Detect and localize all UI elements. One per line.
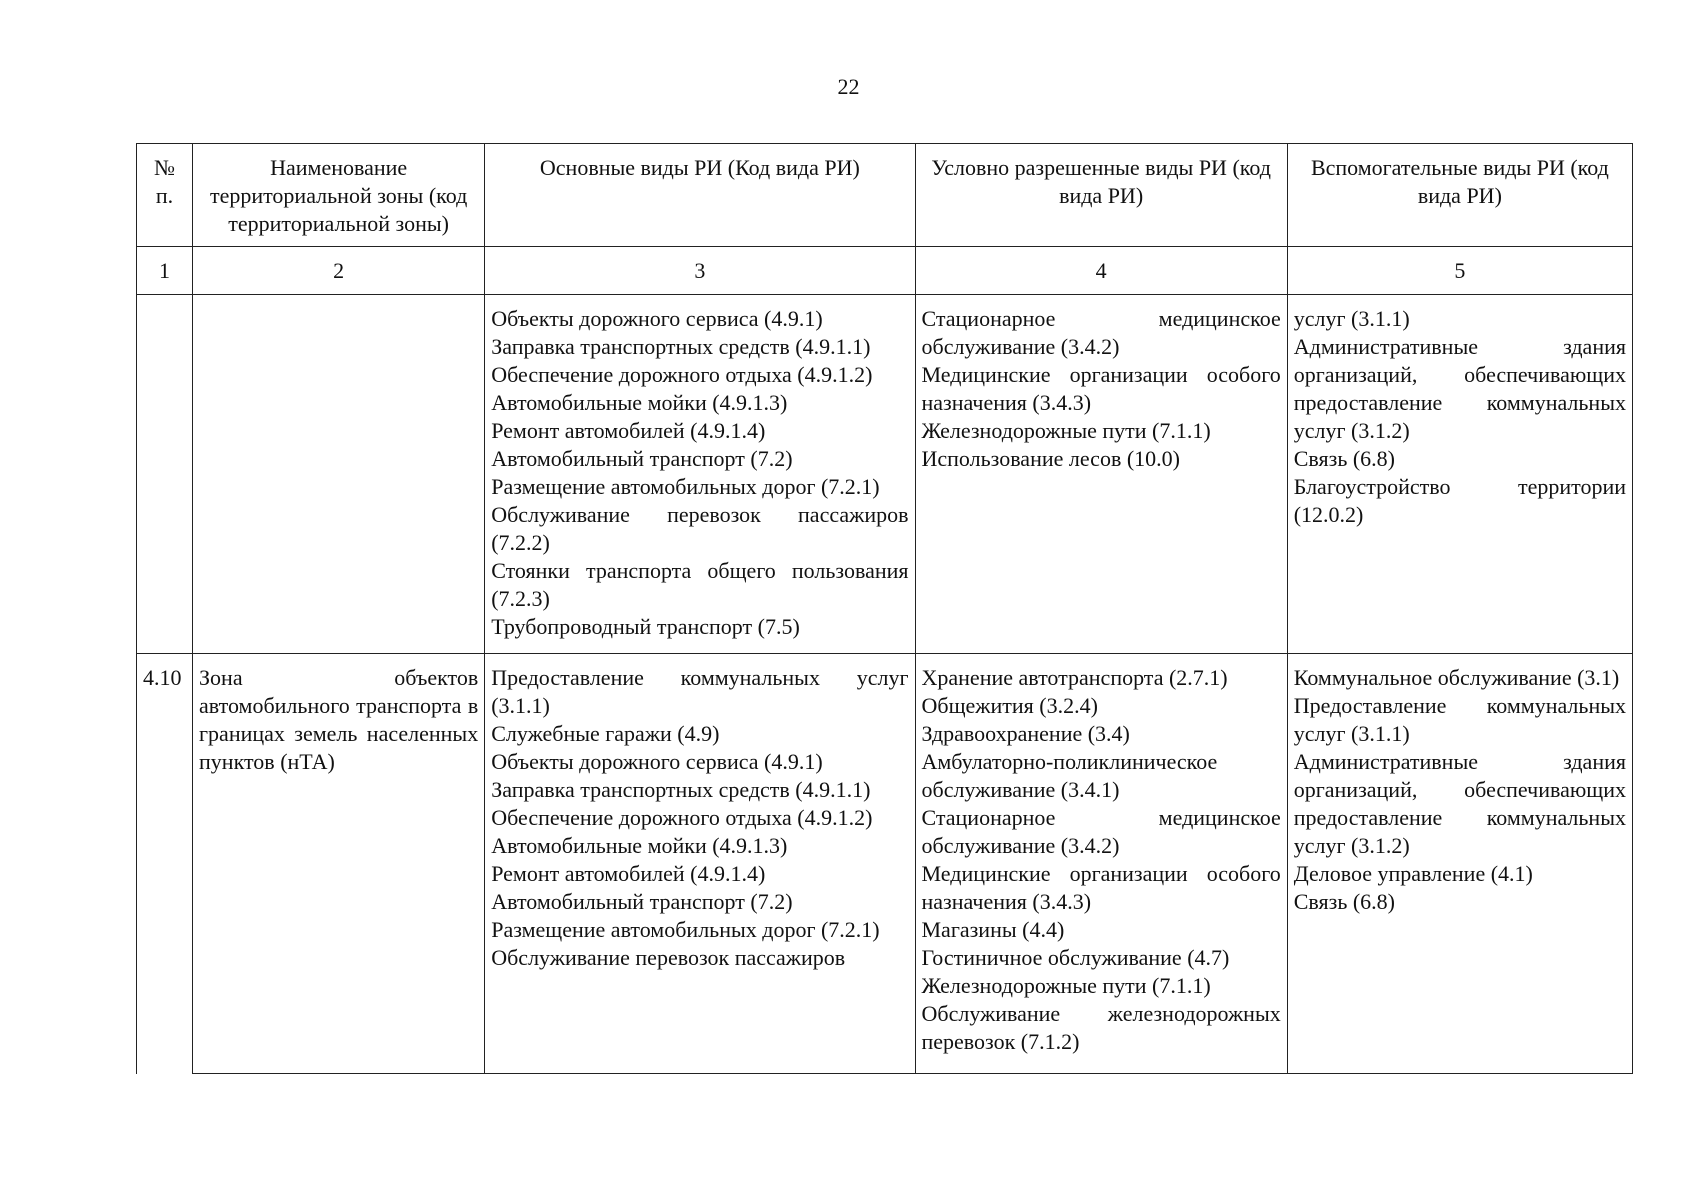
column-number: 1 bbox=[137, 247, 193, 295]
use-entry: Предоставление коммунальных услуг (3.1.1) bbox=[491, 665, 909, 718]
header-zone-name: Наименование территориальной зоны (код территориальной зоны) bbox=[193, 144, 485, 247]
column-number: 2 bbox=[193, 247, 485, 295]
header-number: № п. bbox=[137, 144, 193, 247]
use-entry: Обслуживание железнодорожных перевозок (7.1.2) bbox=[921, 1001, 1281, 1054]
use-entry: Стоянки транспорта общего пользования (7.2.3) bbox=[491, 558, 909, 611]
use-entry: Железнодорожные пути (7.1.1) bbox=[921, 973, 1211, 998]
table-row bbox=[137, 295, 1633, 654]
use-entry: Медицинские организации особого назначения (3.4.3) bbox=[921, 362, 1281, 415]
use-entry: Объекты дорожного сервиса (4.9.1) bbox=[491, 749, 823, 774]
use-entry: Заправка транспортных средств (4.9.1.1) bbox=[491, 777, 871, 802]
use-entry: Автомобильный транспорт (7.2) bbox=[491, 889, 793, 914]
use-entry: Автомобильный транспорт (7.2) bbox=[491, 446, 793, 471]
use-entry: Железнодорожные пути (7.1.1) bbox=[921, 418, 1211, 443]
column-number-row bbox=[137, 247, 1633, 295]
use-entry: Здравоохранение (3.4) bbox=[921, 721, 1130, 746]
use-entry: Обеспечение дорожного отдыха (4.9.1.2) bbox=[491, 805, 873, 830]
auxiliary-uses-cell bbox=[1287, 654, 1632, 1074]
conditional-uses-cell bbox=[915, 654, 1287, 1074]
main-uses-cell bbox=[485, 654, 915, 1074]
use-entry: Трубопроводный транспорт (7.5) bbox=[491, 614, 800, 639]
use-entry: Ремонт автомобилей (4.9.1.4) bbox=[491, 861, 766, 886]
use-entry: Гостиничное обслуживание (4.7) bbox=[921, 945, 1230, 970]
use-entry: Автомобильные мойки (4.9.1.3) bbox=[491, 390, 788, 415]
zone-name bbox=[193, 295, 485, 654]
use-entry: Связь (6.8) bbox=[1293, 889, 1396, 914]
header-main-uses: Основные виды РИ (Код вида РИ) bbox=[485, 144, 915, 247]
column-number: 4 bbox=[915, 247, 1287, 295]
use-entry: Служебные гаражи (4.9) bbox=[491, 721, 720, 746]
use-entry: Благоустройство территории (12.0.2) bbox=[1293, 474, 1626, 527]
use-entry: Ремонт автомобилей (4.9.1.4) bbox=[491, 418, 766, 443]
use-entry: Медицинские организации особого назначения (3.4.3) bbox=[921, 861, 1281, 914]
use-entry: Объекты дорожного сервиса (4.9.1) bbox=[491, 306, 823, 331]
use-entry: Административные здания организаций, обеспечивающих предоставление коммунальных услуг (3.1.2) bbox=[1293, 749, 1626, 858]
use-entry: Предоставление коммунальных услуг (3.1.1) bbox=[1293, 693, 1626, 746]
auxiliary-uses-cell bbox=[1287, 295, 1632, 654]
header-conditional-uses: Условно разрешенные виды РИ (код вида РИ) bbox=[915, 144, 1287, 247]
row-number bbox=[137, 295, 193, 654]
use-entry: Общежития (3.2.4) bbox=[921, 693, 1098, 718]
use-entry: Размещение автомобильных дорог (7.2.1) bbox=[491, 474, 880, 499]
use-entry: Стационарное медицинское обслуживание (3.4.2) bbox=[921, 306, 1281, 359]
use-entry: Стационарное медицинское обслуживание (3.4.2) bbox=[921, 805, 1281, 858]
use-entry: Размещение автомобильных дорог (7.2.1) bbox=[491, 917, 880, 942]
column-number: 5 bbox=[1287, 247, 1632, 295]
header-auxiliary-uses: Вспомогательные виды РИ (код вида РИ) bbox=[1287, 144, 1632, 247]
conditional-uses-cell bbox=[915, 295, 1287, 654]
use-entry: Автомобильные мойки (4.9.1.3) bbox=[491, 833, 788, 858]
table-row bbox=[137, 654, 1633, 1074]
use-entry: Связь (6.8) bbox=[1293, 446, 1396, 471]
use-entry: Административные здания организаций, обеспечивающих предоставление коммунальных услуг (3.1.2) bbox=[1293, 334, 1626, 443]
zoning-table bbox=[136, 143, 1633, 1074]
row-number: 4.10 bbox=[137, 654, 193, 1074]
use-entry: Коммунальное обслуживание (3.1) bbox=[1293, 665, 1620, 690]
main-uses-cell bbox=[485, 295, 915, 654]
column-number: 3 bbox=[485, 247, 915, 295]
use-entry: Деловое управление (4.1) bbox=[1293, 861, 1533, 886]
use-entry: услуг (3.1.1) bbox=[1293, 306, 1410, 331]
use-entry: Обеспечение дорожного отдыха (4.9.1.2) bbox=[491, 362, 873, 387]
use-entry: Заправка транспортных средств (4.9.1.1) bbox=[491, 334, 871, 359]
page-number: 22 bbox=[837, 74, 860, 99]
zone-name: Зона объектов автомобильного транспорта в границах земель населенных пунктов (нТА) bbox=[193, 654, 485, 1074]
use-entry: Хранение автотранспорта (2.7.1) bbox=[921, 665, 1228, 690]
use-entry: Использование лесов (10.0) bbox=[921, 446, 1180, 471]
use-entry: Амбулаторно-поликлиническое обслуживание (3.4.1) bbox=[921, 749, 1218, 802]
use-entry: Обслуживание перевозок пассажиров bbox=[491, 945, 846, 970]
header-row bbox=[137, 144, 1633, 247]
use-entry: Магазины (4.4) bbox=[921, 917, 1065, 942]
use-entry: Обслуживание перевозок пассажиров (7.2.2) bbox=[491, 502, 909, 555]
